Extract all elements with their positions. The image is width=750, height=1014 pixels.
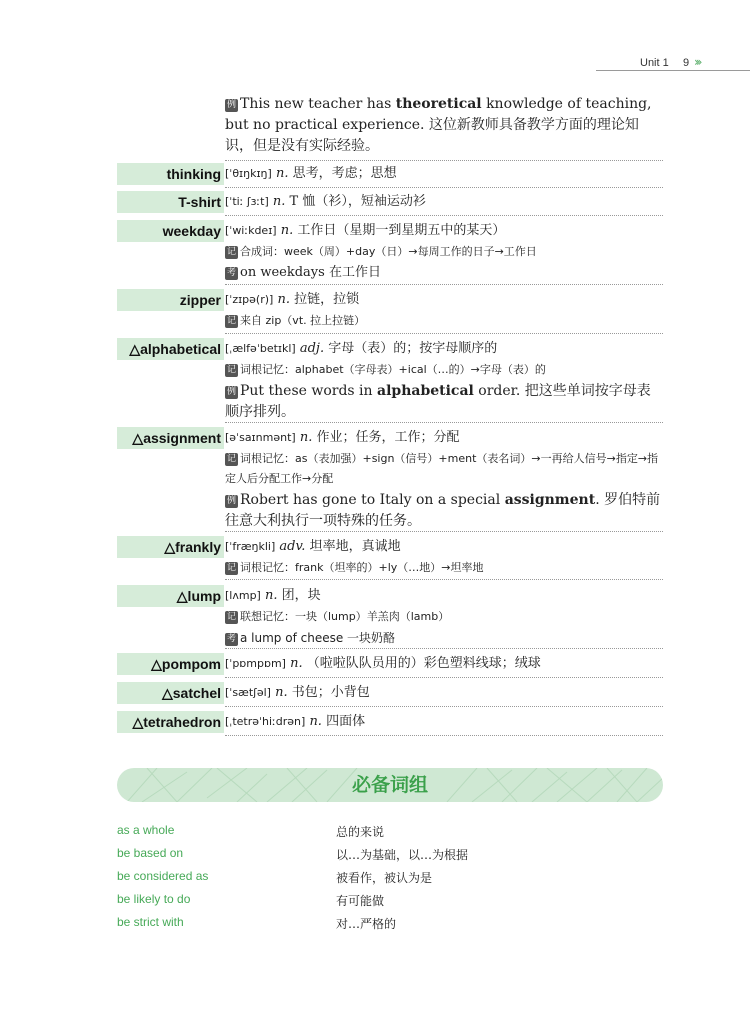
- memory-tag: 记: [226, 612, 236, 622]
- headword: zipper: [117, 289, 224, 311]
- example-sentence: 例 Put these words in alphabetical order. 把这些单词按字母表顺序排列。: [225, 383, 651, 420]
- separator: [225, 422, 663, 423]
- memory-tag: 记: [226, 454, 236, 464]
- unit-label: Unit 1: [640, 57, 669, 69]
- separator: [225, 215, 663, 216]
- chevron-right-icon: ›››: [694, 55, 700, 69]
- memory-tag: 记: [226, 316, 236, 326]
- memory-tag: 记: [226, 365, 236, 375]
- memory-note: 记 合成词：week（周）+day（日）→每周工作的日子→工作日: [226, 245, 537, 258]
- exam-note: 考 a lump of cheese 一块奶酪: [226, 631, 396, 645]
- phrase-meaning: 以…为基础，以…为根据: [336, 848, 469, 862]
- phrase-meaning: 被看作，被认为是: [336, 871, 433, 885]
- separator: [225, 677, 663, 678]
- headword: △assignment: [117, 427, 224, 449]
- separator: [225, 648, 663, 649]
- definition-line: [lʌmp] n. 团，块: [225, 588, 321, 603]
- definition-line: [ˈsætʃəl] n. 书包；小背包: [225, 685, 370, 700]
- separator: [225, 531, 663, 532]
- memory-note: 记 联想记忆：一块（lump）羊羔肉（lamb）: [226, 610, 450, 623]
- separator: [225, 706, 663, 707]
- memory-note: 记 词根记忆：alphabet（字母表）+ical（…的）→字母（表）的: [226, 363, 546, 376]
- definition-line: [ˌtetrəˈhiːdrən] n. 四面体: [225, 714, 366, 729]
- definition-line: [ˈwiːkdeɪ] n. 工作日（星期一到星期五中的某天）: [225, 223, 506, 238]
- definition-line: [ˈfræŋkli] adv. 坦率地，真诚地: [225, 539, 401, 554]
- example-sentence: 例 Robert has gone to Italy on a special assignment. 罗伯特前往意大利执行一项特殊的任务。: [225, 492, 661, 529]
- headword: △alphabetical: [117, 338, 224, 360]
- headword: weekday: [117, 220, 224, 242]
- phrase-item: be likely to do: [117, 892, 191, 906]
- exam-note: 考 on weekdays 在工作日: [226, 265, 381, 280]
- headword: T-shirt: [117, 191, 224, 213]
- definition-line: [ˌælfəˈbetɪkl] adj. 字母（表）的；按字母顺序的: [225, 341, 498, 356]
- separator: [225, 333, 663, 334]
- headword: △lump: [117, 585, 224, 607]
- example-tag: 例: [226, 100, 236, 110]
- headword: △satchel: [117, 682, 224, 704]
- top-example: 例 This new teacher has theoretical knowledge of teaching, but no practical experience. 这位新教师具备教学方面的理论知识，但是没有实际经验。: [225, 96, 652, 154]
- example-tag: 例: [226, 496, 236, 506]
- phrase-item: be based on: [117, 846, 184, 860]
- header-rule: [596, 70, 750, 71]
- example-tag: 例: [226, 387, 236, 397]
- phrase-item: be considered as: [117, 869, 209, 883]
- phrase-meaning: 对…严格的: [336, 917, 397, 931]
- section-banner: [117, 768, 663, 802]
- phrase-item: as a whole: [117, 823, 175, 837]
- memory-tag: 记: [226, 563, 236, 573]
- separator: [225, 187, 663, 188]
- exam-tag: 考: [226, 268, 236, 278]
- separator: [225, 284, 663, 285]
- separator: [225, 160, 663, 161]
- headword: △tetrahedron: [117, 711, 224, 733]
- phrase-item: be strict with: [117, 915, 184, 929]
- section-title: 必备词组: [351, 774, 428, 796]
- separator: [225, 579, 663, 580]
- definition-line: [əˈsaɪnmənt] n. 作业；任务，工作；分配: [225, 430, 460, 445]
- memory-note: 记 来自 zip（vt. 拉上拉链）: [226, 314, 366, 327]
- exam-tag: 考: [226, 634, 236, 644]
- headword: thinking: [117, 163, 224, 185]
- page-number: 9: [683, 57, 690, 69]
- headword: △pompom: [117, 653, 224, 675]
- definition-line: [ˈzɪpə(r)] n. 拉链，拉锁: [225, 292, 360, 307]
- phrase-meaning: 总的来说: [336, 825, 385, 839]
- definition-line: [ˈpɒmpɒm] n. （啦啦队队员用的）彩色塑料线球；绒球: [225, 656, 541, 671]
- memory-tag: 记: [226, 247, 236, 257]
- definition-line: [ˈtiː ʃɜːt] n. T 恤（衫），短袖运动衫: [225, 194, 426, 209]
- phrase-meaning: 有可能做: [336, 894, 385, 908]
- memory-note: 记 词根记忆：as（表加强）+sign（信号）+ment（表名词）→一再给人信号→指定→指定人后分配工作→分配: [225, 452, 659, 485]
- headword: △frankly: [117, 536, 224, 558]
- memory-note: 记 词根记忆：frank（坦率的）+ly（…地）→坦率地: [226, 561, 484, 574]
- definition-line: [ˈθɪŋkɪŋ] n. 思考，考虑；思想: [225, 166, 397, 181]
- separator: [225, 735, 663, 736]
